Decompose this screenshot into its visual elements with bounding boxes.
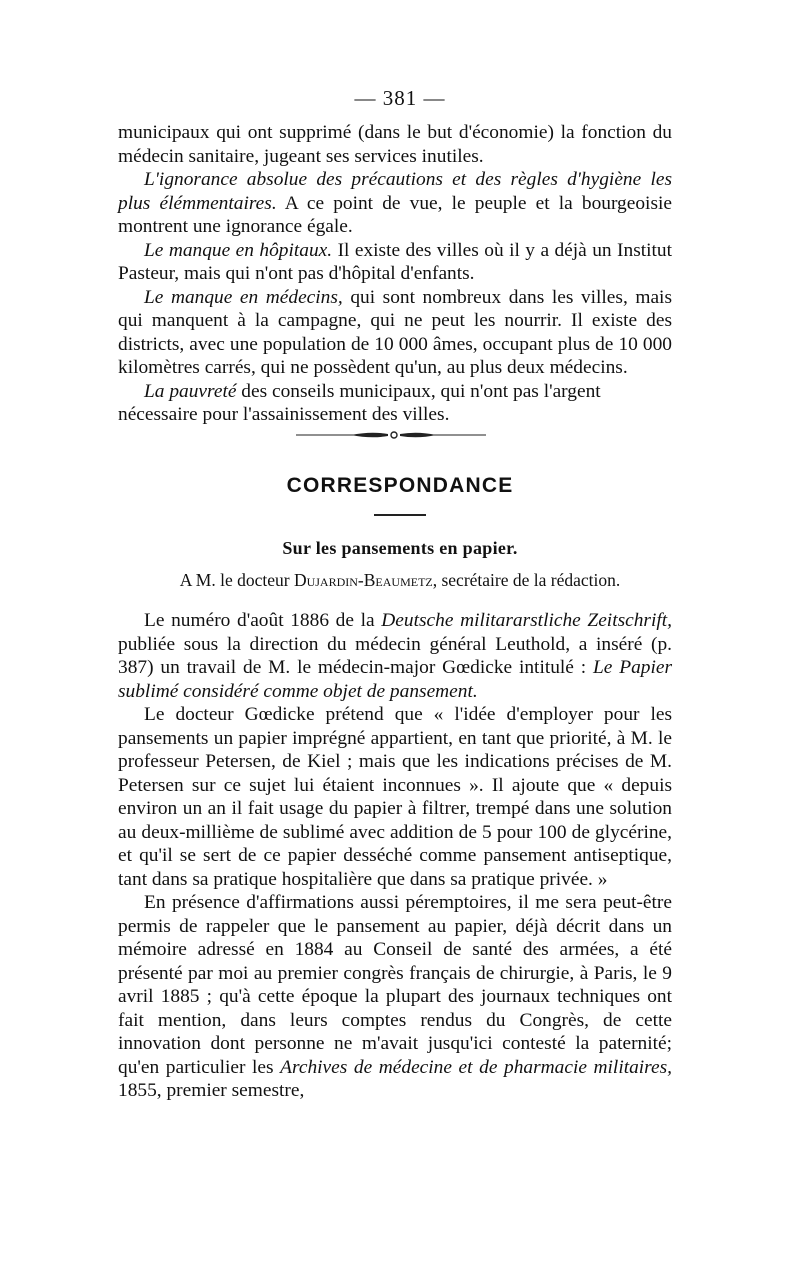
section-heading: CORRESPONDANCE [286,474,514,497]
letter-text [118,609,672,1103]
letter-address: A M. le docteur Dujardin-Beaumetz, secrétaire de la rédaction. [179,570,621,590]
ornament-divider [296,428,496,442]
section-subheading: Sur les pansements en papier. [282,538,518,558]
paragraph: municipaux qui ont supprimé (dans le but d'économie) la fonction du médecin sanitaire, jugeant ses services inutiles. [118,122,672,167]
page-number: — 381 — [354,86,446,110]
paragraph: Le manque en hôpitaux. Il existe des villes où il y a déjà un Institut Pasteur, mais qui n'ont pas d'hôpital d'enfants. [118,239,672,284]
paragraph: L'ignorance absolue des précautions et des règles d'hygiène les plus élémmentaires. A ce point de vue, le peuple et la bourgeoisie montrent une ignorance égale. [118,169,672,237]
paragraph: Le manque en médecins, qui sont nombreux dans les villes, mais qui manquent à la campagne, qui ne peut les nourrir. Il existe des districts, avec une population de 10 000 âmes, occupant plus de 10 000 kilomètres carrés, qui ne possèdent qu'un, au plus deux médecins. [118,286,672,378]
top-text [118,121,672,427]
paragraph: En présence d'affirmations aussi péremptoires, il me sera peut-être permis de rappeler que le pansement au papier, déjà décrit dans un mémoire adressé en 1884 au Conseil de santé des armées, a été présenté par moi au premier congrès français de chirurgie, à Paris, le 9 avril 1885 ; qu'à cette époque la plupart des journaux techniques ont fait mention, dans leurs comptes rendus du Congrès, de cette innovation dont personne ne m'avait jusqu'ici contesté la paternité; qu'en particulier les Archives de médecine et de pharmacie militaires, 1855, premier semestre, [118,892,673,1101]
paragraph: Le docteur Gœdicke prétend que « l'idée d'employer pour les pansements un papier imprégné appartient, en tant que priorité, à M. le professeur Petersen, de Kiel ; mais que les indications précises de M. Petersen sur ce sujet lui étaient inconnues ». Il ajoute que « depuis environ un an il fait usage du papier à filtrer, trempé dans une solution au deux-millième de sublimé avec addition de 5 pour 100 de glycérine, et qu'il se sert de ce papier desséché comme pansement antiseptique, tant dans sa pratique hospitalière que dans sa pratique privée. » [118,704,672,890]
heading-rule [374,514,426,516]
paragraph: La pauvreté des conseils municipaux, qui n'ont pas l'argent nécessaire pour l'assainissement des villes. [118,380,601,425]
paragraph: Le numéro d'août 1886 de la Deutsche militararstliche Zeitschrift, publiée sous la direction du médecin général Leuthold, a inséré (p. 387) un travail de M. le médecin-major Gœdicke intitulé : Le Papier sublimé considéré comme objet de pansement. [118,610,672,702]
